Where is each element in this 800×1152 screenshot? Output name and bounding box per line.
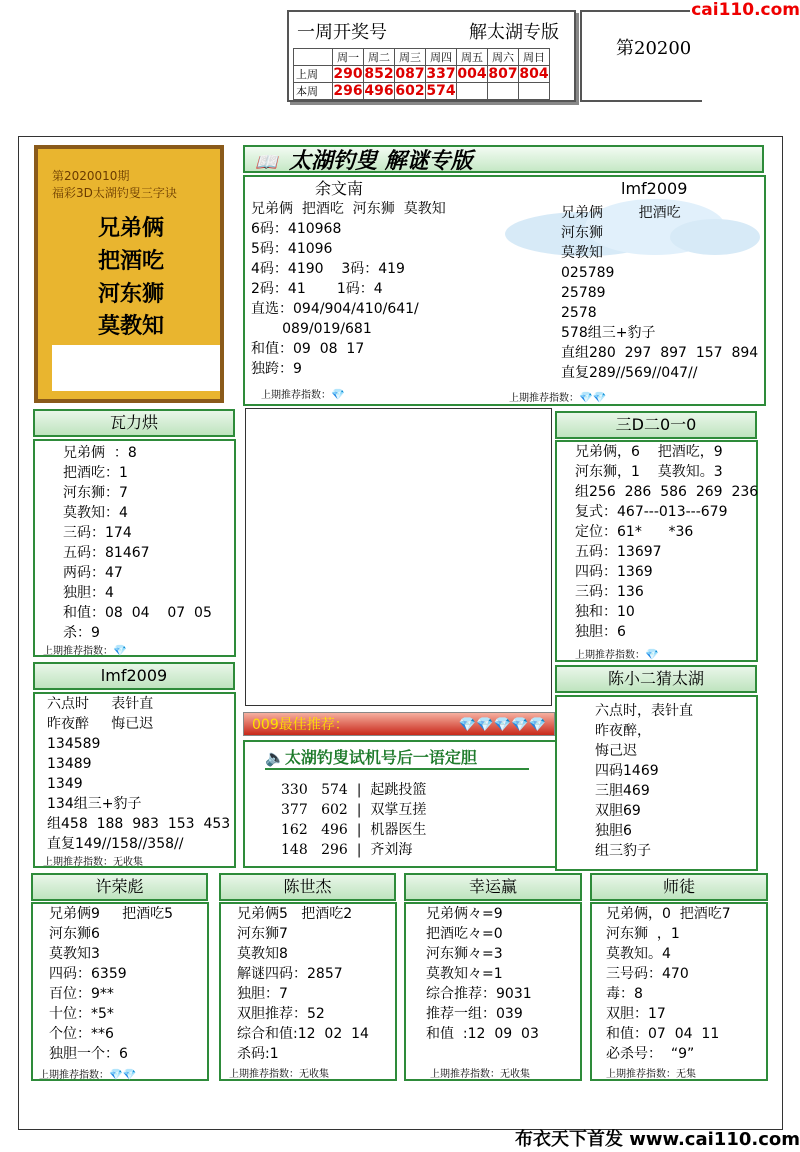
draw-number: 496 xyxy=(364,83,394,99)
left-lines xyxy=(251,199,446,379)
draw-number xyxy=(488,83,519,100)
weekly-title: 一周开奖号 xyxy=(297,22,387,43)
poster-issue: 第2020010期 xyxy=(52,169,130,183)
line: 双胆推荐：52 xyxy=(237,1006,325,1022)
weekly-table xyxy=(293,48,550,100)
list-item: 162 496 | 机器医生 xyxy=(281,822,427,838)
line: 双胆69 xyxy=(595,803,641,819)
lmf-panel xyxy=(33,692,236,868)
issue-box xyxy=(580,10,702,102)
line: 089/019/681 xyxy=(251,321,372,337)
line: 必杀号： “9” xyxy=(606,1046,695,1062)
line: 推荐一组：039 xyxy=(426,1006,523,1022)
sand-footer: 上期推荐指数：💎 xyxy=(575,648,659,661)
line: 复式：467---013---679 xyxy=(575,504,728,520)
line: 2码：41 1码：4 xyxy=(251,281,383,297)
draw-number: 004 xyxy=(457,66,487,82)
list-item: 148 296 | 齐刘海 xyxy=(281,842,413,858)
diamond-icon: 💎💎 xyxy=(579,391,607,404)
trial-panel xyxy=(243,740,557,868)
line: 兄弟俩5 把酒吃2 xyxy=(237,906,353,922)
author-name: lmf2009 xyxy=(621,179,688,198)
list-item: 330 574 | 起跳投篮 xyxy=(281,782,427,798)
line: 组458 188 983 153 453 xyxy=(47,816,231,832)
line: 河东狮6 xyxy=(49,926,100,942)
day-header: 周六 xyxy=(488,49,519,66)
line: 把酒吃々=0 xyxy=(426,926,503,942)
best-label: 009最佳推荐： xyxy=(252,717,349,733)
draw-number xyxy=(519,83,550,100)
line: 和值：08 04 07 05 xyxy=(63,605,212,621)
bottom-title: 幸运赢 xyxy=(404,873,582,901)
line: 双胆：17 xyxy=(606,1006,666,1022)
site-logo[interactable]: cai110.com xyxy=(690,0,800,24)
diamond-icon: 💎 xyxy=(645,648,659,661)
trial-title: 🔈太湖钓叟试机号后一语定胆 xyxy=(265,748,529,770)
wali-panel xyxy=(33,439,236,657)
line: 2578 xyxy=(561,305,597,321)
bottom-footer: 上期推荐指数：无集 xyxy=(606,1069,696,1080)
line: 杀码:1 xyxy=(237,1046,279,1062)
line: 独和：10 xyxy=(575,604,635,620)
line: 组256 286 586 269 236 xyxy=(575,484,759,500)
poster-blank xyxy=(52,345,220,391)
line: 直复149//158//358// xyxy=(47,836,184,852)
line: 莫教知々=1 xyxy=(426,966,503,982)
issue-text: 第20200 xyxy=(616,38,692,59)
line: 莫教知8 xyxy=(237,946,288,962)
line: 兄弟俩 把酒吃 xyxy=(561,205,681,221)
line: 独跨：9 xyxy=(251,361,302,377)
diamond-icon: 💎 xyxy=(113,644,127,657)
speaker-icon: 🔈 xyxy=(265,748,285,767)
center-image-area xyxy=(245,408,552,706)
poster-subtitle: 福彩3D太湖钓叟三字诀 xyxy=(52,186,177,200)
line: 个位：**6 xyxy=(49,1026,114,1042)
poster xyxy=(34,145,224,403)
line: 独胆一个：6 xyxy=(49,1046,128,1062)
line: 三胆469 xyxy=(595,783,650,799)
bottom-title: 师徒 xyxy=(590,873,768,901)
line: 五码：81467 xyxy=(63,545,150,561)
footer-credit: 布衣天下首发 www.cai110.com xyxy=(514,1129,800,1150)
line: 6码：410968 xyxy=(251,221,342,237)
bottom-panel xyxy=(219,902,397,1081)
draw-number: 602 xyxy=(395,83,425,99)
draw-number: 807 xyxy=(488,66,518,82)
line: 直组280 297 897 157 894 xyxy=(561,345,759,361)
line: 把酒吃：1 xyxy=(63,465,128,481)
line: 五码：13697 xyxy=(575,544,662,560)
draw-number: 852 xyxy=(364,66,394,82)
line: 和值：07 04 11 xyxy=(606,1026,720,1042)
line: 两码：47 xyxy=(63,565,123,581)
line: 独胆：6 xyxy=(575,624,626,640)
line: 六点时，表针直 xyxy=(595,703,693,719)
draw-number: 087 xyxy=(395,66,425,82)
draw-number xyxy=(457,83,488,100)
best-recommend-bar xyxy=(243,712,555,736)
line: 和值 :12 09 03 xyxy=(426,1026,539,1042)
bottom-footer: 上期推荐指数：无收集 xyxy=(430,1069,530,1080)
line: 1349 xyxy=(47,776,83,792)
poster-line: 兄弟俩 xyxy=(98,215,165,241)
poster-line: 把酒吃 xyxy=(98,248,165,274)
line: 三码：174 xyxy=(63,525,132,541)
bottom-panel xyxy=(404,902,582,1081)
line: 莫教知。4 xyxy=(606,946,671,962)
line: 25789 xyxy=(561,285,606,301)
table-row xyxy=(294,66,550,83)
weekly-results-box xyxy=(287,10,576,102)
line: 兄弟俩9 把酒吃5 xyxy=(49,906,174,922)
line: 4码：4190 3码：419 xyxy=(251,261,405,277)
line: 昨夜醉 悔已迟 xyxy=(47,716,154,732)
bottom-footer: 上期推荐指数：无收集 xyxy=(229,1069,329,1080)
line: 解谜四码：2857 xyxy=(237,966,343,982)
line: 莫教知：4 xyxy=(63,505,128,521)
draw-number: 804 xyxy=(519,66,549,82)
line: 莫教知 xyxy=(561,245,603,261)
chen2-title: 陈小二猜太湖 xyxy=(555,665,757,693)
line: 悔己迟 xyxy=(595,743,637,759)
line: 和值：09 08 17 xyxy=(251,341,365,357)
trial-list xyxy=(281,780,426,860)
line: 四码：1369 xyxy=(575,564,653,580)
line: 定位：61* *36 xyxy=(575,524,694,540)
line: 四码1469 xyxy=(595,763,659,779)
row-label: 上周 xyxy=(294,66,333,83)
row-label: 本周 xyxy=(294,83,333,100)
right-lines xyxy=(561,203,758,383)
line: 134组三+豹子 xyxy=(47,796,142,812)
line: 莫教知3 xyxy=(49,946,100,962)
bottom-panel xyxy=(31,902,209,1081)
wali-title: 瓦力烘 xyxy=(33,409,235,437)
line: 十位：*5* xyxy=(49,1006,114,1022)
left-footer: 上期推荐指数：💎 xyxy=(261,388,345,401)
table-row xyxy=(294,49,550,66)
line: 兄弟俩 把酒吃 河东狮 莫教知 xyxy=(251,201,446,217)
line: 578组三+豹子 xyxy=(561,325,656,341)
day-header: 周日 xyxy=(519,49,550,66)
diamond-icon: 💎💎 xyxy=(109,1068,137,1081)
line: 组三豹子 xyxy=(595,843,651,859)
line: 独胆：7 xyxy=(237,986,288,1002)
line: 直复289//569//047// xyxy=(561,365,698,381)
day-header: 周二 xyxy=(364,49,395,66)
bottom-title: 陈世杰 xyxy=(219,873,396,901)
line: 百位：9** xyxy=(49,986,114,1002)
day-header: 周五 xyxy=(457,49,488,66)
poster-line: 莫教知 xyxy=(98,313,165,339)
line: 河东狮 ，1 xyxy=(606,926,680,942)
line: 四码：6359 xyxy=(49,966,127,982)
line: 河东狮 xyxy=(561,225,603,241)
book-icon: 📖 xyxy=(255,152,278,173)
poster-line: 河东狮 xyxy=(98,281,165,307)
sand-title: 三D二0一0 xyxy=(555,411,757,439)
author-name: 余文南 xyxy=(315,179,364,198)
line: 兄弟俩 ：8 xyxy=(63,445,137,461)
line: 河东狮，1 莫教知。3 xyxy=(575,464,723,480)
line: 兄弟俩，0 把酒吃7 xyxy=(606,906,731,922)
bottom-title: 许荣彪 xyxy=(31,873,208,901)
day-header: 周四 xyxy=(426,49,457,66)
line: 昨夜醉， xyxy=(595,723,651,739)
line: 杀：9 xyxy=(63,625,100,641)
special-title: 解太湖专版 xyxy=(469,22,559,43)
line: 综合和值:12 02 14 xyxy=(237,1026,369,1042)
line: 025789 xyxy=(561,265,615,281)
draw-number: 574 xyxy=(426,83,456,99)
draw-number: 296 xyxy=(333,83,363,99)
line: 兄弟俩，6 把酒吃，9 xyxy=(575,444,723,460)
draw-number: 290 xyxy=(333,66,363,82)
line: 134589 xyxy=(47,736,101,752)
chen2-panel xyxy=(555,695,758,871)
line: 河东狮々=3 xyxy=(426,946,503,962)
sand-panel xyxy=(555,440,758,662)
line: 13489 xyxy=(47,756,92,772)
lmf-title: lmf2009 xyxy=(33,662,235,690)
line: 六点时 表针直 xyxy=(47,696,154,712)
line: 兄弟俩々=9 xyxy=(426,906,503,922)
draw-number: 337 xyxy=(426,66,456,82)
line: 三码：136 xyxy=(575,584,644,600)
line: 5码：41096 xyxy=(251,241,333,257)
banner-title: 太湖钓叟 解谜专版 xyxy=(289,148,473,174)
line: 三号码：470 xyxy=(606,966,689,982)
table-row xyxy=(294,83,550,100)
list-item: 377 602 | 双掌互搓 xyxy=(281,802,427,818)
banner xyxy=(243,145,764,173)
top-panel xyxy=(243,175,766,406)
day-header: 周三 xyxy=(395,49,426,66)
lmf-footer: 上期推荐指数：无收集 xyxy=(43,857,143,868)
bottom-panel xyxy=(590,902,768,1081)
line: 直选：094/904/410/641/ xyxy=(251,301,419,317)
day-header: 周一 xyxy=(333,49,364,66)
line: 河东狮：7 xyxy=(63,485,128,501)
right-footer: 上期推荐指数：💎💎 xyxy=(509,391,607,404)
line: 毒：8 xyxy=(606,986,643,1002)
diamond-icon: 💎💎💎💎💎 xyxy=(458,717,546,733)
wali-footer: 上期推荐指数：💎 xyxy=(43,644,127,657)
line: 独胆6 xyxy=(595,823,632,839)
line: 综合推荐：9031 xyxy=(426,986,532,1002)
diamond-icon: 💎 xyxy=(331,388,345,401)
line: 独胆：4 xyxy=(63,585,114,601)
line: 河东狮7 xyxy=(237,926,288,942)
bottom-footer: 上期推荐指数：💎💎 xyxy=(39,1068,137,1081)
